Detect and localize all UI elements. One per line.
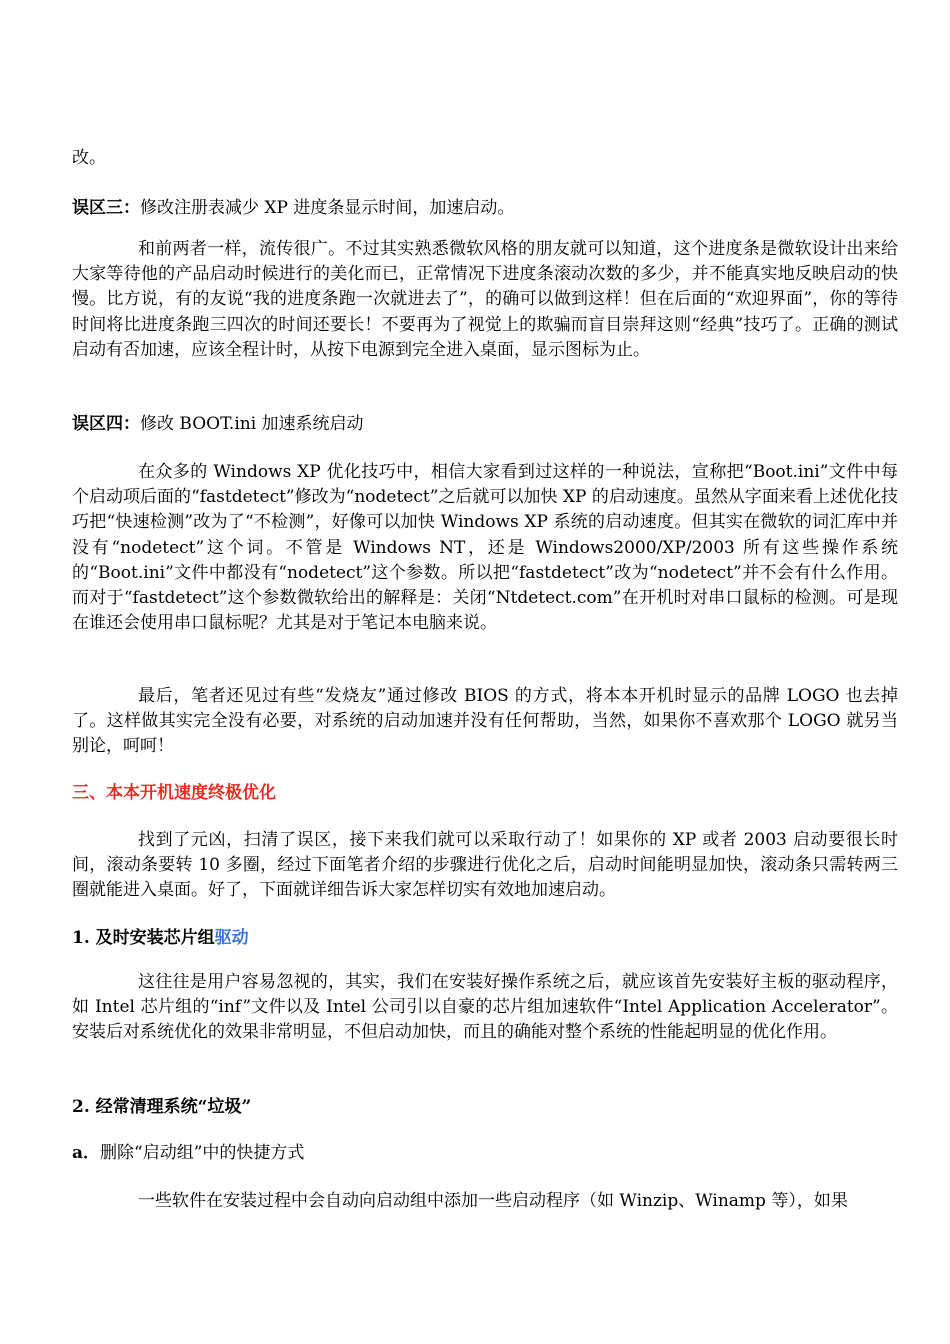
paragraph-chipset-driver: 这往往是用户容易忽视的，其实，我们在安装好操作系统之后，就应该首先安装好主板的驱动程序，如 Intel 芯片组的“inf”文件以及 Intel 公司引以自豪的芯片组加速软件“Intel Application Accelerator”。安装后对系统优化的效果非常明显，不但启动加快，而且的确能对整个系统的性能起明显的优化作用。: [72, 972, 898, 1043]
heading-myth-four: [72, 412, 898, 437]
heading-item-text: 1. 及时安装芯片组: [72, 928, 215, 948]
subheading-label: a．: [72, 1143, 101, 1163]
heading-text: 修改注册表减少 XP 进度条显示时间，加速启动。: [140, 198, 515, 218]
subheading-text: 删除“启动组”中的快捷方式: [100, 1143, 305, 1163]
paragraph-boot-ini: 在众多的 Windows XP 优化技巧中，相信大家看到过这样的一种说法，宣称把“Boot.ini”文件中每个启动项后面的“fastdetect”修改为“nodetect”之后就可以加快 XP 的启动速度。虽然从字面来看上述优化技巧把“快速检测”改为了“不检测”，好像可以加快 Windows XP 系统的启动速度。但其实在微软的词汇库中并没有“nodetect”这个词。不管是 Windows NT，还是 Windows2000/XP/2003 所有这些操作系统的“Boot.ini”文件中都没有“nodetect”这个参数。所以把“fastdetect”改为“nodetect”并不会有什么作用。而对于“fastdetect”这个参数微软给出的解释是：关闭“Ntdetect.com”在开机时对串口鼠标的检测。可是现在谁还会使用串口鼠标呢？尤其是对于笔记本电脑来说。: [72, 462, 898, 634]
paragraph-take-action: 找到了元凶，扫清了误区，接下来我们就可以采取行动了！如果你的 XP 或者 2003 启动要很长时间，滚动条要转 10 多圈，经过下面笔者介绍的步骤进行优化之后，启动时间能明显加快，滚动条只需转两三圈就能进入桌面。好了，下面就详细告诉大家怎样切实有效地加速启动。: [72, 830, 898, 901]
heading-text: 修改 BOOT.ini 加速系统启动: [140, 414, 364, 434]
heading-item-1: [72, 926, 898, 951]
paragraph-startup-group: 一些软件在安装过程中会自动向启动组中添加一些启动程序（如 Winzip、Winamp 等），如果: [138, 1191, 848, 1211]
driver-link[interactable]: 驱动: [214, 928, 249, 948]
section-heading-ultimate-optimization: 三、本本开机速度终极优化: [72, 783, 276, 803]
paragraph-continuation: 改。: [72, 148, 106, 168]
paragraph-progress-bar: 和前两者一样，流传很广。不过其实熟悉微软风格的朋友就可以知道，这个进度条是微软设计出来给大家等待他的产品启动时候进行的美化而已，正常情况下进度条滚动次数的多少，并不能真实地反映启动的快慢。比方说，有的友说“我的进度条跑一次就进去了”，的确可以做到这样！但在后面的“欢迎界面”，你的等待时间将比进度条跑三四次的时间还要长！不要再为了视觉上的欺骗而盲目崇拜这则“经典”技巧了。正确的测试启动有否加速，应该全程计时，从按下电源到完全进入桌面，显示图标为止。: [72, 239, 898, 360]
heading-item-2: 2. 经常清理系统“垃圾”: [72, 1097, 252, 1117]
paragraph-bios-logo: 最后，笔者还见过有些“发烧友”通过修改 BIOS 的方式，将本本开机时显示的品牌 LOGO 也去掉了。这样做其实完全没有必要，对系统的启动加速并没有任何帮助，当然，如果你不喜欢那个 LOGO 就另当别论，呵呵！: [72, 686, 898, 757]
heading-myth-three: [72, 196, 898, 221]
heading-label: 误区三：: [72, 198, 140, 218]
subheading-a: [72, 1141, 898, 1166]
heading-label: 误区四：: [72, 414, 140, 434]
